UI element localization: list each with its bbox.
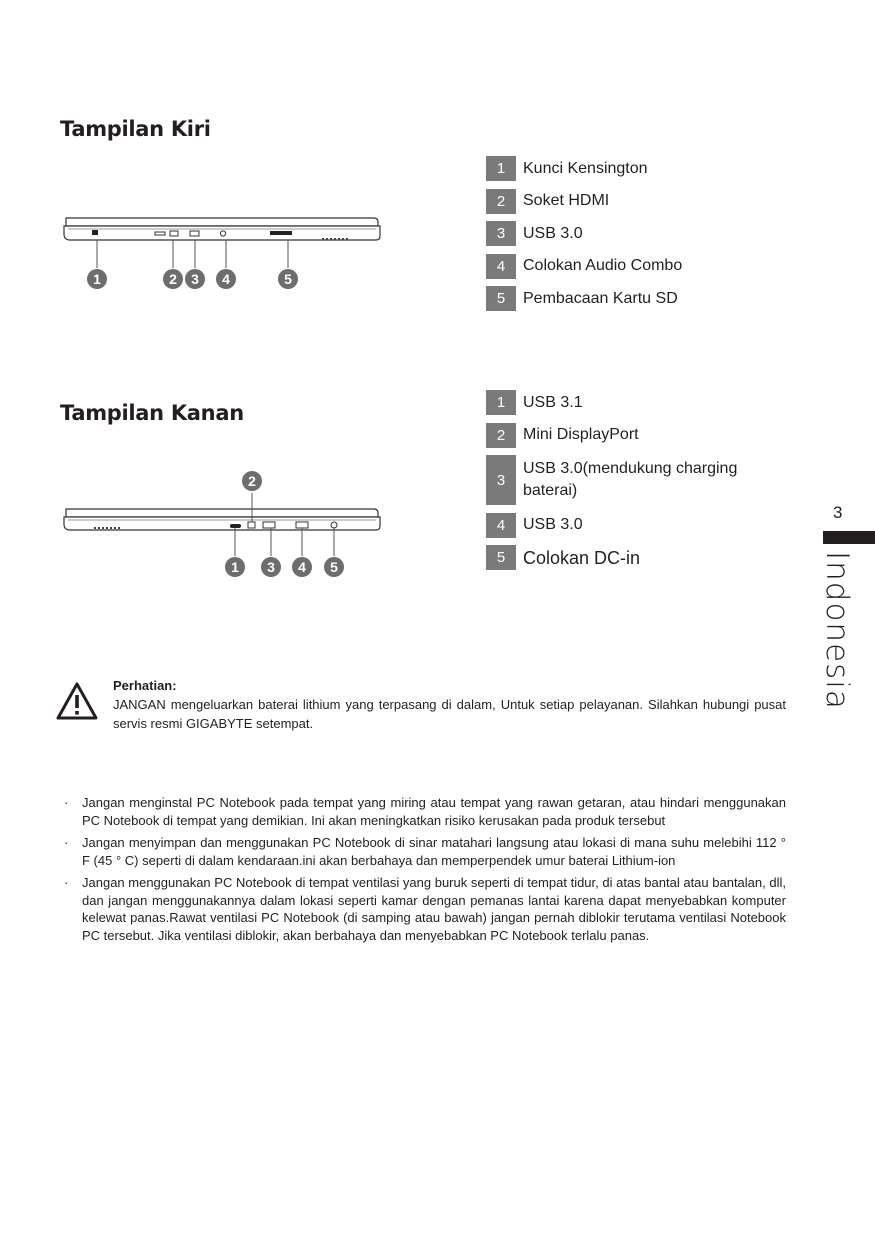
legend-item bbox=[486, 513, 786, 538]
callout-3 bbox=[185, 269, 205, 289]
svg-text:5: 5 bbox=[284, 271, 292, 287]
legend-label: USB 3.0(mendukung charging baterai) bbox=[523, 460, 738, 499]
legend-number: 3 bbox=[486, 221, 516, 246]
right-view-title: Tampilan Kanan bbox=[60, 401, 244, 425]
legend-item bbox=[486, 156, 786, 181]
svg-text:3: 3 bbox=[267, 559, 275, 575]
legend-number: 1 bbox=[486, 390, 516, 415]
list-item bbox=[64, 834, 786, 869]
callout-1 bbox=[225, 557, 245, 577]
svg-text:4: 4 bbox=[222, 271, 230, 287]
usb-c-port-icon bbox=[230, 524, 241, 528]
left-view-legend bbox=[486, 156, 786, 311]
list-item bbox=[64, 874, 786, 944]
legend-item bbox=[486, 189, 786, 214]
legend-label: Colokan Audio Combo bbox=[523, 257, 683, 274]
legend-label: Pembacaan Kartu SD bbox=[523, 289, 678, 307]
legend-label: USB 3.1 bbox=[523, 393, 583, 411]
legend-item bbox=[486, 390, 786, 415]
legend-number: 5 bbox=[486, 286, 516, 311]
bullet-text: Jangan menggunakan PC Notebook di tempat ventilasi yang buruk seperti di tempat tidur, di atas bantal atau bantalan, dll, dan jangan menggunakannya dalam lokasi seperti kamar dengan pemanas lantai karena dapat menyebabkan komputer kelewat panas.Rawat ventilasi PC Notebook (di samping atau bawah) jangan pernah diblokir terutama ventilasi Notebook PC tersebut. Jika ventilasi diblokir, akan berbahaya dan menyebabkan PC Notebook terlalu panas. bbox=[82, 875, 786, 943]
callout-2 bbox=[163, 269, 183, 289]
legend-label: USB 3.0 bbox=[523, 224, 583, 242]
sd-card-slot-icon bbox=[270, 231, 292, 235]
legend-item bbox=[486, 423, 786, 448]
legend-number: 2 bbox=[486, 189, 516, 214]
callout-4 bbox=[216, 269, 236, 289]
legend-label: Kunci Kensington bbox=[523, 159, 648, 177]
list-item bbox=[64, 794, 786, 829]
svg-text:2: 2 bbox=[248, 473, 256, 489]
legend-label: Mini DisplayPort bbox=[523, 426, 639, 443]
callout-3 bbox=[261, 557, 281, 577]
callout-4 bbox=[292, 557, 312, 577]
left-view-title: Tampilan Kiri bbox=[60, 117, 211, 141]
svg-text:1: 1 bbox=[93, 271, 101, 287]
callout-2 bbox=[242, 471, 262, 491]
legend-item bbox=[486, 286, 786, 311]
svg-text:2: 2 bbox=[169, 271, 177, 287]
right-view-legend bbox=[486, 390, 786, 570]
warning-triangle-icon bbox=[55, 681, 99, 721]
warning-title: Perhatian: bbox=[113, 678, 177, 693]
bullet-text: Jangan menyimpan dan menggunakan PC Notebook di sinar matahari langsung atau lokasi di mana suhu melebihi 112 ° F (45 ° C) seperti di dalam kendaraan.ini akan berbahaya dan memperpendek umur baterai Lithium-ion bbox=[82, 835, 786, 868]
kensington-slot-icon bbox=[92, 230, 98, 235]
right-side-laptop-illustration bbox=[60, 466, 390, 584]
legend-label: Soket HDMI bbox=[523, 192, 610, 209]
svg-text:5: 5 bbox=[330, 559, 338, 575]
legend-number: 4 bbox=[486, 254, 516, 279]
safety-bullet-list bbox=[64, 794, 786, 949]
legend-item bbox=[486, 254, 786, 279]
bullet-dot-icon: · bbox=[64, 835, 69, 850]
legend-label: USB 3.0 bbox=[523, 516, 583, 533]
bullet-text: Jangan menginstal PC Notebook pada tempat yang miring atau tempat yang rawan getaran, atau hindari menggunakan PC Notebook di tempat yang demikian. Ini akan meningkatkan risiko kerusakan pada produk tersebut bbox=[82, 795, 786, 828]
legend-number: 1 bbox=[486, 156, 516, 181]
legend-item bbox=[486, 545, 786, 570]
bullet-dot-icon: · bbox=[64, 875, 69, 890]
svg-text:3: 3 bbox=[191, 271, 199, 287]
svg-text:1: 1 bbox=[231, 559, 239, 575]
callout-1 bbox=[87, 269, 107, 289]
svg-text:4: 4 bbox=[298, 559, 306, 575]
legend-item bbox=[486, 455, 786, 505]
legend-label: Colokan DC-in bbox=[523, 547, 641, 568]
warning-text: JANGAN mengeluarkan baterai lithium yang terpasang di dalam, Untuk setiap pelayanan. Silahkan hubungi pusat servis resmi GIGABYTE setempat. bbox=[113, 697, 786, 731]
page-number: 3 bbox=[833, 503, 843, 522]
language-tab-bar bbox=[823, 531, 875, 544]
legend-item bbox=[486, 221, 786, 246]
callout-5 bbox=[324, 557, 344, 577]
language-label: Indonesia bbox=[819, 551, 855, 710]
legend-number: 3 bbox=[486, 455, 516, 505]
callout-5 bbox=[278, 269, 298, 289]
legend-number: 4 bbox=[486, 513, 516, 538]
left-side-laptop-illustration bbox=[60, 210, 390, 295]
legend-number: 2 bbox=[486, 423, 516, 448]
legend-number: 5 bbox=[486, 545, 516, 570]
bullet-dot-icon: · bbox=[64, 795, 69, 810]
